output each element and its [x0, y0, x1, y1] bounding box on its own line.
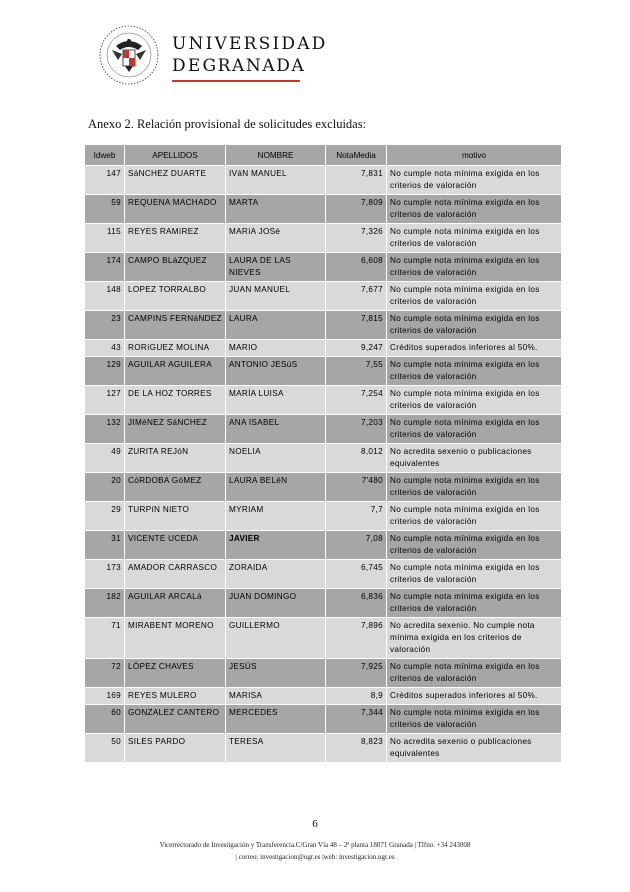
cell-idweb: 50 — [85, 734, 125, 763]
cell-nombre: MERCEDES — [226, 705, 326, 734]
cell-idweb: 23 — [85, 311, 125, 340]
table-row — [85, 705, 562, 734]
cell-nombre: LAURA — [226, 311, 326, 340]
cell-motivo: No cumple nota mínima exigida en los criterios de valoración — [387, 357, 562, 386]
cell-notamedia: 6,745 — [326, 560, 387, 589]
cell-notamedia: 8,9 — [326, 688, 387, 705]
cell-nombre: MARIO — [226, 340, 326, 357]
table-row — [85, 311, 562, 340]
cell-nombre: JUAN MANUEL — [226, 282, 326, 311]
cell-notamedia: 7,815 — [326, 311, 387, 340]
col-header-notamedia: NotaMedia — [326, 145, 387, 166]
footer-contact: | correo: investigacion@ugr.es |web: investigacion.ugr.es — [235, 853, 395, 861]
cell-apellidos: JIMéNEZ SáNCHEZ — [125, 415, 226, 444]
table-row — [85, 734, 562, 763]
cell-nombre: JESÚS — [226, 659, 326, 688]
cell-motivo: No cumple nota mínima exigida en los criterios de valoración — [387, 560, 562, 589]
cell-idweb: 115 — [85, 224, 125, 253]
university-name-de: DE — [172, 56, 203, 76]
cell-apellidos: TURPíN NIETO — [125, 502, 226, 531]
cell-idweb: 129 — [85, 357, 125, 386]
cell-motivo: No cumple nota mínima exigida en los criterios de valoración — [387, 224, 562, 253]
cell-nombre: JAVIER — [226, 531, 326, 560]
cell-apellidos: REYES RAMíREZ — [125, 224, 226, 253]
table-row — [85, 589, 562, 618]
col-header-nombre: NOMBRE — [226, 145, 326, 166]
cell-apellidos: DE LA HOZ TORRES — [125, 386, 226, 415]
cell-motivo: No cumple nota mínima exigida en los criterios de valoración — [387, 415, 562, 444]
cell-notamedia: 7,55 — [326, 357, 387, 386]
cell-notamedia: 7,326 — [326, 224, 387, 253]
table-header-row — [85, 145, 562, 166]
cell-motivo: No cumple nota mínima exigida en los criterios de valoración — [387, 502, 562, 531]
cell-apellidos: AGUILAR ARCALá — [125, 589, 226, 618]
cell-notamedia: 7,677 — [326, 282, 387, 311]
table-row — [85, 253, 562, 282]
table-row — [85, 531, 562, 560]
cell-apellidos: SILES PARDO — [125, 734, 226, 763]
cell-idweb: 60 — [85, 705, 125, 734]
table-body — [85, 166, 562, 763]
cell-idweb: 43 — [85, 340, 125, 357]
cell-motivo: No acredita sexenio. No cumple nota mínima exigida en los criterios de valoración — [387, 618, 562, 659]
cell-nombre: LAURA DE LAS NIEVES — [226, 253, 326, 282]
cell-motivo: No cumple nota mínima exigida en los criterios de valoración — [387, 473, 562, 502]
cell-notamedia: 6,836 — [326, 589, 387, 618]
cell-motivo: Créditos superados inferiores al 50%. — [387, 688, 562, 705]
cell-apellidos: LÓPEZ CHAVES — [125, 659, 226, 688]
table-row — [85, 357, 562, 386]
cell-notamedia: 7,203 — [326, 415, 387, 444]
table-row — [85, 415, 562, 444]
university-name-line1: UNIVERSIDAD — [172, 34, 328, 54]
cell-notamedia: 8,823 — [326, 734, 387, 763]
cell-apellidos: CAMPINS FERNáNDEZ — [125, 311, 226, 340]
cell-apellidos: RORíGUEZ MOLINA — [125, 340, 226, 357]
table-row — [85, 560, 562, 589]
cell-nombre: IVáN MANUEL — [226, 166, 326, 195]
table-row — [85, 473, 562, 502]
university-seal-icon — [98, 24, 160, 86]
cell-apellidos: REQUENA MACHADO — [125, 195, 226, 224]
cell-apellidos: VICENTE UCEDA — [125, 531, 226, 560]
cell-motivo: No cumple nota mínima exigida en los criterios de valoración — [387, 166, 562, 195]
cell-motivo: No cumple nota mínima exigida en los criterios de valoración — [387, 589, 562, 618]
cell-idweb: 127 — [85, 386, 125, 415]
cell-notamedia: 7,831 — [326, 166, 387, 195]
cell-idweb: 72 — [85, 659, 125, 688]
cell-notamedia: 7,08 — [326, 531, 387, 560]
excluded-applications-table — [84, 144, 562, 763]
cell-idweb: 29 — [85, 502, 125, 531]
cell-notamedia: 7,254 — [326, 386, 387, 415]
table-row — [85, 195, 562, 224]
cell-idweb: 132 — [85, 415, 125, 444]
university-name-line2 — [172, 56, 305, 76]
cell-apellidos: LOPEZ TORRALBO — [125, 282, 226, 311]
table-row — [85, 688, 562, 705]
cell-apellidos: REYES MULERO — [125, 688, 226, 705]
cell-notamedia: 6,608 — [326, 253, 387, 282]
col-header-motivo: motivo — [387, 145, 562, 166]
cell-notamedia: 7,809 — [326, 195, 387, 224]
cell-motivo: No cumple nota mínima exigida en los criterios de valoración — [387, 386, 562, 415]
cell-idweb: 173 — [85, 560, 125, 589]
cell-apellidos: MIRABENT MORENO — [125, 618, 226, 659]
cell-nombre: NOELIA — [226, 444, 326, 473]
cell-notamedia: 7,925 — [326, 659, 387, 688]
cell-idweb: 182 — [85, 589, 125, 618]
col-header-idweb: Idweb — [85, 145, 125, 166]
table-row — [85, 386, 562, 415]
cell-nombre: MARíA JOSé — [226, 224, 326, 253]
university-logo — [98, 24, 328, 88]
cell-idweb: 147 — [85, 166, 125, 195]
cell-apellidos: AGUILAR AGUILERA — [125, 357, 226, 386]
cell-idweb: 174 — [85, 253, 125, 282]
cell-nombre: LAURA BELéN — [226, 473, 326, 502]
cell-nombre: MARISA — [226, 688, 326, 705]
cell-apellidos: CóRDOBA GóMEZ — [125, 473, 226, 502]
page-number: 6 — [312, 818, 318, 830]
cell-notamedia: 7,896 — [326, 618, 387, 659]
cell-motivo: No cumple nota mínima exigida en los criterios de valoración — [387, 282, 562, 311]
cell-apellidos: AMADOR CARRASCO — [125, 560, 226, 589]
cell-notamedia: 8,012 — [326, 444, 387, 473]
cell-idweb: 148 — [85, 282, 125, 311]
cell-motivo: No acredita sexenio o publicaciones equivalentes — [387, 734, 562, 763]
cell-idweb: 71 — [85, 618, 125, 659]
cell-notamedia: 7,344 — [326, 705, 387, 734]
cell-nombre: MYRIAM — [226, 502, 326, 531]
table-row — [85, 444, 562, 473]
university-name-granada: GRANADA — [202, 56, 306, 76]
cell-motivo: No cumple nota mínima exigida en los criterios de valoración — [387, 195, 562, 224]
cell-apellidos: SáNCHEZ DUARTE — [125, 166, 226, 195]
annex-title: Anexo 2. Relación provisional de solicitudes excluidas: — [88, 117, 367, 131]
cell-motivo: No cumple nota mínima exigida en los criterios de valoración — [387, 311, 562, 340]
cell-nombre: ANA ISABEL — [226, 415, 326, 444]
cell-notamedia: 7'480 — [326, 473, 387, 502]
cell-motivo: No cumple nota mínima exigida en los criterios de valoración — [387, 705, 562, 734]
cell-idweb: 49 — [85, 444, 125, 473]
cell-motivo: No cumple nota mínima exigida en los criterios de valoración — [387, 659, 562, 688]
table-row — [85, 618, 562, 659]
table-row — [85, 224, 562, 253]
cell-idweb: 59 — [85, 195, 125, 224]
col-header-apellidos: APELLIDOS — [125, 145, 226, 166]
footer-address: Vicerrectorado de Investigación y Transferencia.C/Gran Vía 48 – 2ª planta 18071 Granada | Tlfno. +34 243008 — [159, 841, 471, 849]
cell-motivo: No cumple nota mínima exigida en los criterios de valoración — [387, 253, 562, 282]
cell-nombre: ZORAIDA — [226, 560, 326, 589]
cell-nombre: JUAN DOMINGO — [226, 589, 326, 618]
table-row — [85, 502, 562, 531]
cell-idweb: 169 — [85, 688, 125, 705]
cell-motivo: Créditos superados inferiores al 50%. — [387, 340, 562, 357]
cell-nombre: TERESA — [226, 734, 326, 763]
table-row — [85, 166, 562, 195]
cell-idweb: 20 — [85, 473, 125, 502]
cell-idweb: 31 — [85, 531, 125, 560]
cell-apellidos: ZURITA REJóN — [125, 444, 226, 473]
cell-notamedia: 9,247 — [326, 340, 387, 357]
cell-notamedia: 7,7 — [326, 502, 387, 531]
table-row — [85, 340, 562, 357]
table-row — [85, 659, 562, 688]
logo-underline — [172, 80, 300, 82]
cell-apellidos: GONZALEZ CANTERO — [125, 705, 226, 734]
cell-apellidos: CAMPO BLáZQUEZ — [125, 253, 226, 282]
cell-motivo: No acredita sexenio o publicaciones equivalentes — [387, 444, 562, 473]
cell-motivo: No cumple nota mínima exigida en los criterios de valoración — [387, 531, 562, 560]
cell-nombre: GUILLERMO — [226, 618, 326, 659]
cell-nombre: MARTA — [226, 195, 326, 224]
cell-nombre: MARÍA LUISA — [226, 386, 326, 415]
cell-nombre: ANTONIO JESúS — [226, 357, 326, 386]
table-row — [85, 282, 562, 311]
